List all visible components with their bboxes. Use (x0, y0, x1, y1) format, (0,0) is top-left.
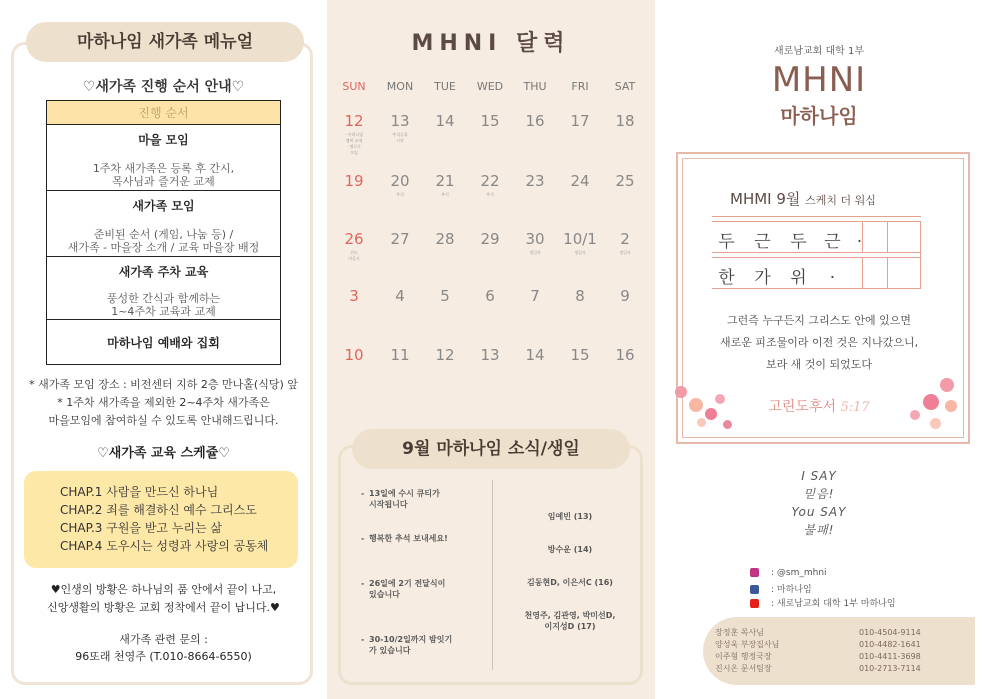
news-item: - 행복한 추석 보내세요! (361, 534, 448, 543)
slogan: I SAY 믿음! You SAY 불패! (791, 469, 847, 537)
logo-subtext: 마하나임 (780, 104, 858, 128)
calendar-day: 11 (390, 346, 410, 364)
chapter-item: CHAP.4 도우시는 성령과 사랑의 공동체 (60, 539, 269, 553)
process-table (46, 100, 281, 365)
news-divider (492, 480, 493, 670)
calendar-day: 23 (525, 172, 545, 190)
calendar-day: 17 (570, 112, 590, 130)
sketch-title: MHMI 9월 스케치 더 워십 (730, 190, 876, 208)
birthday-item: 천영주, 김관영, 박미선D, 이지성D (17) (524, 611, 616, 631)
step-title: 새가족 모임 (132, 199, 195, 213)
weekday-label: TUE (434, 80, 456, 93)
process-step (47, 320, 280, 364)
process-step (47, 125, 280, 191)
birthday-item: 임예빈 (13) (547, 512, 593, 521)
process-step (47, 257, 280, 320)
verse-reference: 고린도후서 5:17 (768, 399, 870, 415)
weekday-label: MON (386, 80, 414, 93)
news-item: - 30-10/2일까지 밤잇기 가 있습니다 (361, 635, 453, 655)
bible-verse: 그런즉 누구든지 그리스도 안에 있으면 새로운 피조물이라 이전 것은 지나갔으니, 보라 새 것이 되었도다 (719, 314, 919, 371)
calendar-event: - 마하나임 멤버 교제 - 펠로우 모임 (344, 132, 364, 155)
chapter-item: CHAP.1 사람을 만드신 하나님 (60, 485, 219, 499)
process-table-header: 진행 순서 (47, 101, 280, 125)
weekday-label: SAT (614, 80, 636, 93)
calendar-day: 21 (435, 172, 455, 190)
step-desc: 준비된 순서 (게임, 나눔 등) / 새가족 - 마을장 소개 / 교육 마을장 배정 (67, 228, 260, 254)
calendar-day: 2 (620, 230, 630, 248)
calendar-day: 12 (344, 112, 364, 130)
calendar-day: 25 (615, 172, 635, 190)
step-desc: 풍성한 간식과 함께하는 1~4주차 교육과 교제 (106, 292, 221, 318)
new-family-title: 마하나임 새가족 메뉴얼 (26, 22, 304, 62)
encouragement-message: ♥인생의 방황은 하나님의 품 안에서 끝이 나고, 신앙생활의 방황은 교회 정착에서 끝이 납니다.♥ (47, 583, 280, 614)
contact-info: 새가족 관련 문의 : 96또래 천영주 (T.010-8664-6550) (75, 633, 252, 663)
calendar-day: 9 (620, 287, 630, 305)
logo-text: MHNI (771, 60, 867, 100)
step-title: 마을 모임 (138, 133, 189, 147)
calendar-event: 추석 (441, 192, 449, 197)
calendar-day: 26 (344, 230, 364, 248)
education-schedule-title: ♡새가족 교육 스케쥴♡ (97, 446, 230, 461)
calendar-day: 5 (440, 287, 450, 305)
chapter-item: CHAP.3 구원을 받고 누리는 삶 (60, 521, 223, 535)
calendar-day: 29 (480, 230, 500, 248)
manuscript-grid: 두 근 두 근 . 한 가 위 . (712, 216, 921, 288)
weekday-label: WED (476, 80, 504, 93)
weekday-label: SUN (342, 80, 366, 93)
calendar-day: 15 (570, 346, 590, 364)
calendar-day: 13 (480, 346, 500, 364)
calendar-day: 16 (615, 346, 635, 364)
calendar-day: 18 (615, 112, 635, 130)
calendar-day: 10 (344, 346, 364, 364)
weekday-label: THU (523, 80, 547, 93)
calendar-day: 12 (435, 346, 455, 364)
calendar-day: 24 (570, 172, 590, 190)
calendar-day: 28 (435, 230, 455, 248)
process-step (47, 191, 280, 257)
social-instagram[interactable]: : @sm_mhni (750, 568, 827, 578)
staff-contacts: 장정훈 목사님 010-4504-9114 양성욱 부장집사님 010-4482-1641 이주형 행정국장 010-4411-3698 진시온 문서팀장 010-2713-7114 (703, 617, 975, 685)
calendar-day: 19 (344, 172, 364, 190)
calendar-day: 8 (575, 287, 585, 305)
cover-panel (655, 0, 983, 699)
calendar-day: 27 (390, 230, 410, 248)
facebook-icon (750, 585, 759, 594)
church-name: 새로남교회 대학 1부 (774, 46, 864, 57)
calendar-event: 추석공휴 시작 (392, 132, 408, 143)
step-title: 새가족 주차 교육 (118, 265, 209, 279)
step-desc: 1주차 새가족은 등록 후 간시, 목사님과 즐거운 교제 (92, 162, 235, 188)
birthday-item: 방수운 (14) (547, 545, 593, 554)
calendar-title: MHNI 달력 (411, 31, 571, 56)
calendar-day: 14 (435, 112, 455, 130)
calendar-event: 전도 마을지 (348, 250, 360, 261)
calendar-day: 16 (525, 112, 545, 130)
calendar-day: 4 (395, 287, 405, 305)
news-item: - 13일에 수시 큐티가 시작됩니다 (361, 489, 440, 509)
instagram-icon (750, 568, 759, 577)
news-item: - 26일에 2기 전달식이 있습니다 (361, 579, 446, 599)
chapter-item: CHAP.2 죄를 해결하신 예수 그리스도 (60, 503, 257, 517)
calendar-day: 22 (480, 172, 500, 190)
calendar-day: 13 (390, 112, 410, 130)
process-guide-title: ♡새가족 진행 순서 안내♡ (82, 79, 245, 95)
calendar-event: 생일자 (529, 250, 541, 255)
calendar-day: 14 (525, 346, 545, 364)
step-title: 마하나임 예배와 집회 (107, 336, 220, 350)
calendar-day: 20 (390, 172, 410, 190)
calendar-day: 6 (485, 287, 495, 305)
calendar-day: 15 (480, 112, 500, 130)
youtube-icon (750, 599, 759, 608)
calendar-day: 3 (349, 287, 359, 305)
social-youtube[interactable]: : 새로남교회 대학 1부 마하나임 (750, 596, 896, 609)
calendar-day: 7 (530, 287, 540, 305)
birthday-item: 김동현D, 이은서C (16) (527, 578, 613, 587)
calendar-day: 10/1 (563, 230, 597, 248)
news-title: 9월 마하나임 소식/생일 (352, 429, 630, 469)
social-facebook[interactable]: : 마하나임 (750, 582, 812, 595)
calendar-event: 생일자 (619, 250, 631, 255)
calendar-event: 추석 (396, 192, 404, 197)
calendar-event: 생일자 (574, 250, 586, 255)
chapter-list (24, 471, 298, 568)
calendar-day: 30 (525, 230, 545, 248)
calendar-event: 추석 (486, 192, 494, 197)
meeting-notes: * 새가족 모임 장소 : 비전센터 지하 2층 만나홀(식당) 앞 * 1주차 새가족을 제외한 2~4주차 새가족은 마을모임에 참여하실 수 있도록 안내해드립니다. (29, 378, 298, 427)
weekday-label: FRI (571, 80, 589, 93)
